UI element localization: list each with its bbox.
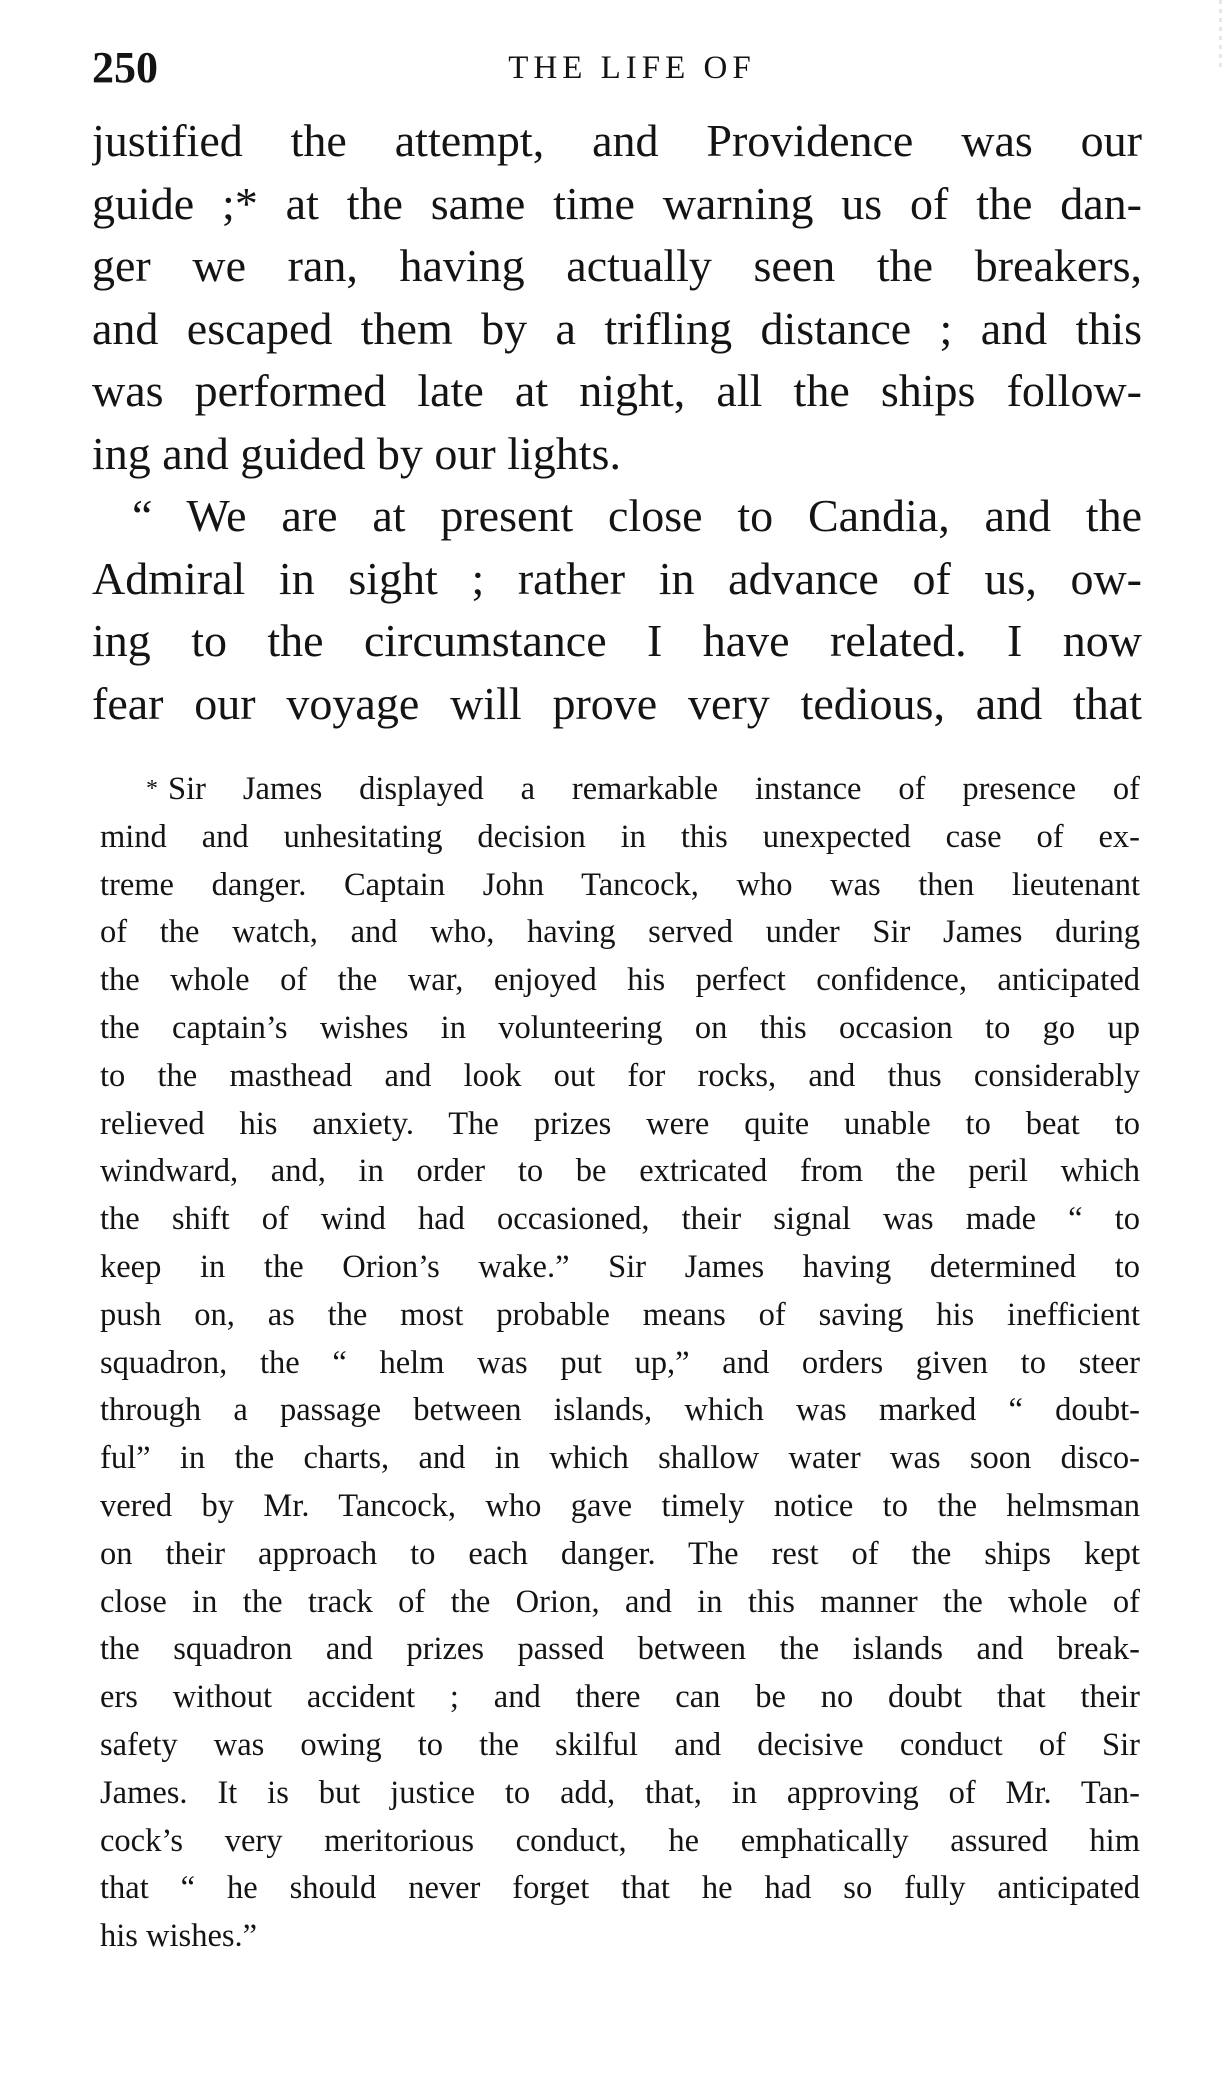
footnote-line: the shift of wind had occasioned, their signal was made “ to [100, 1201, 1140, 1238]
footnote-line: keep in the Orion’s wake.” Sir James having determined to [100, 1248, 1140, 1285]
running-title: THE LIFE OF [508, 50, 756, 86]
footnote-line: to the masthead and look out for rocks, and thus considerably [100, 1057, 1140, 1094]
footnote-line: the squadron and prizes passed between the islands and break- [100, 1631, 1140, 1668]
footnote-line [100, 766, 1140, 814]
footnote-line: the captain’s wishes in volunteering on this occasion to go up [100, 1009, 1140, 1046]
text-line: ing and guided by our lights. [92, 427, 621, 479]
text-line: ger we ran, having actually seen the breakers, [92, 240, 1142, 291]
footnote-line: cock’s very meritorious conduct, he emphatically assured him [100, 1822, 1140, 1859]
text-line: justified the attempt, and Providence was our [92, 115, 1142, 166]
footnote-line: his wishes.” [100, 1918, 258, 1955]
footnote-line: push on, as the most probable means of saving his inefficient [100, 1296, 1140, 1333]
scan-edge-mark [1219, 0, 1222, 70]
text-line: “ We are at present close to Candia, and the [132, 490, 1142, 541]
footnote-line: treme danger. Captain John Tancock, who was then lieutenant [100, 866, 1140, 903]
text-line: fear our voyage will prove very tedious, and that [92, 677, 1142, 729]
text-line: and escaped them by a trifling distance ; and this [92, 302, 1142, 354]
footnote-line: the whole of the war, enjoyed his perfect confidence, anticipated [100, 962, 1140, 999]
footnote-line: of the watch, and who, having served under Sir James during [100, 914, 1140, 951]
footnote-line: ful” in the charts, and in which shallow water was soon disco- [100, 1440, 1140, 1477]
footnote-line: through a passage between islands, which was marked “ doubt- [100, 1392, 1140, 1429]
footnote [100, 766, 1140, 1961]
footnote-marker: * [146, 776, 158, 802]
footnote-line: relieved his anxiety. The prizes were quite unable to beat to [100, 1105, 1140, 1142]
footnote-line: James. It is but justice to add, that, in approving of Mr. Tan- [100, 1774, 1140, 1811]
footnote-line: vered by Mr. Tancock, who gave timely notice to the helmsman [100, 1487, 1140, 1524]
main-text [92, 110, 1142, 735]
footnote-line: mind and unhesitating decision in this unexpected case of ex- [100, 818, 1140, 855]
footnote-line: ers without accident ; and there can be no doubt that their [100, 1679, 1140, 1716]
footnote-line: on their approach to each danger. The rest of the ships kept [100, 1535, 1140, 1572]
footnote-line: that “ he should never forget that he had so fully anticipated [100, 1870, 1140, 1907]
footnote-line: close in the track of the Orion, and in this manner the whole of [100, 1583, 1140, 1620]
text-line: ing to the circumstance I have related. I now [92, 615, 1142, 666]
running-head [92, 38, 1142, 98]
footnote-line-text: Sir James displayed a remarkable instance of presence of [168, 771, 1140, 807]
text-line: Admiral in sight ; rather in advance of us, ow- [92, 552, 1142, 604]
text-line: guide ;* at the same time warning us of the dan- [92, 177, 1142, 229]
footnote-line: squadron, the “ helm was put up,” and orders given to steer [100, 1344, 1140, 1381]
page-number: 250 [92, 43, 158, 92]
text-line: was performed late at night, all the ships follow- [92, 365, 1142, 416]
footnote-line: windward, and, in order to be extricated from the peril which [100, 1153, 1140, 1190]
footnote-line: safety was owing to the skilful and decisive conduct of Sir [100, 1726, 1140, 1763]
